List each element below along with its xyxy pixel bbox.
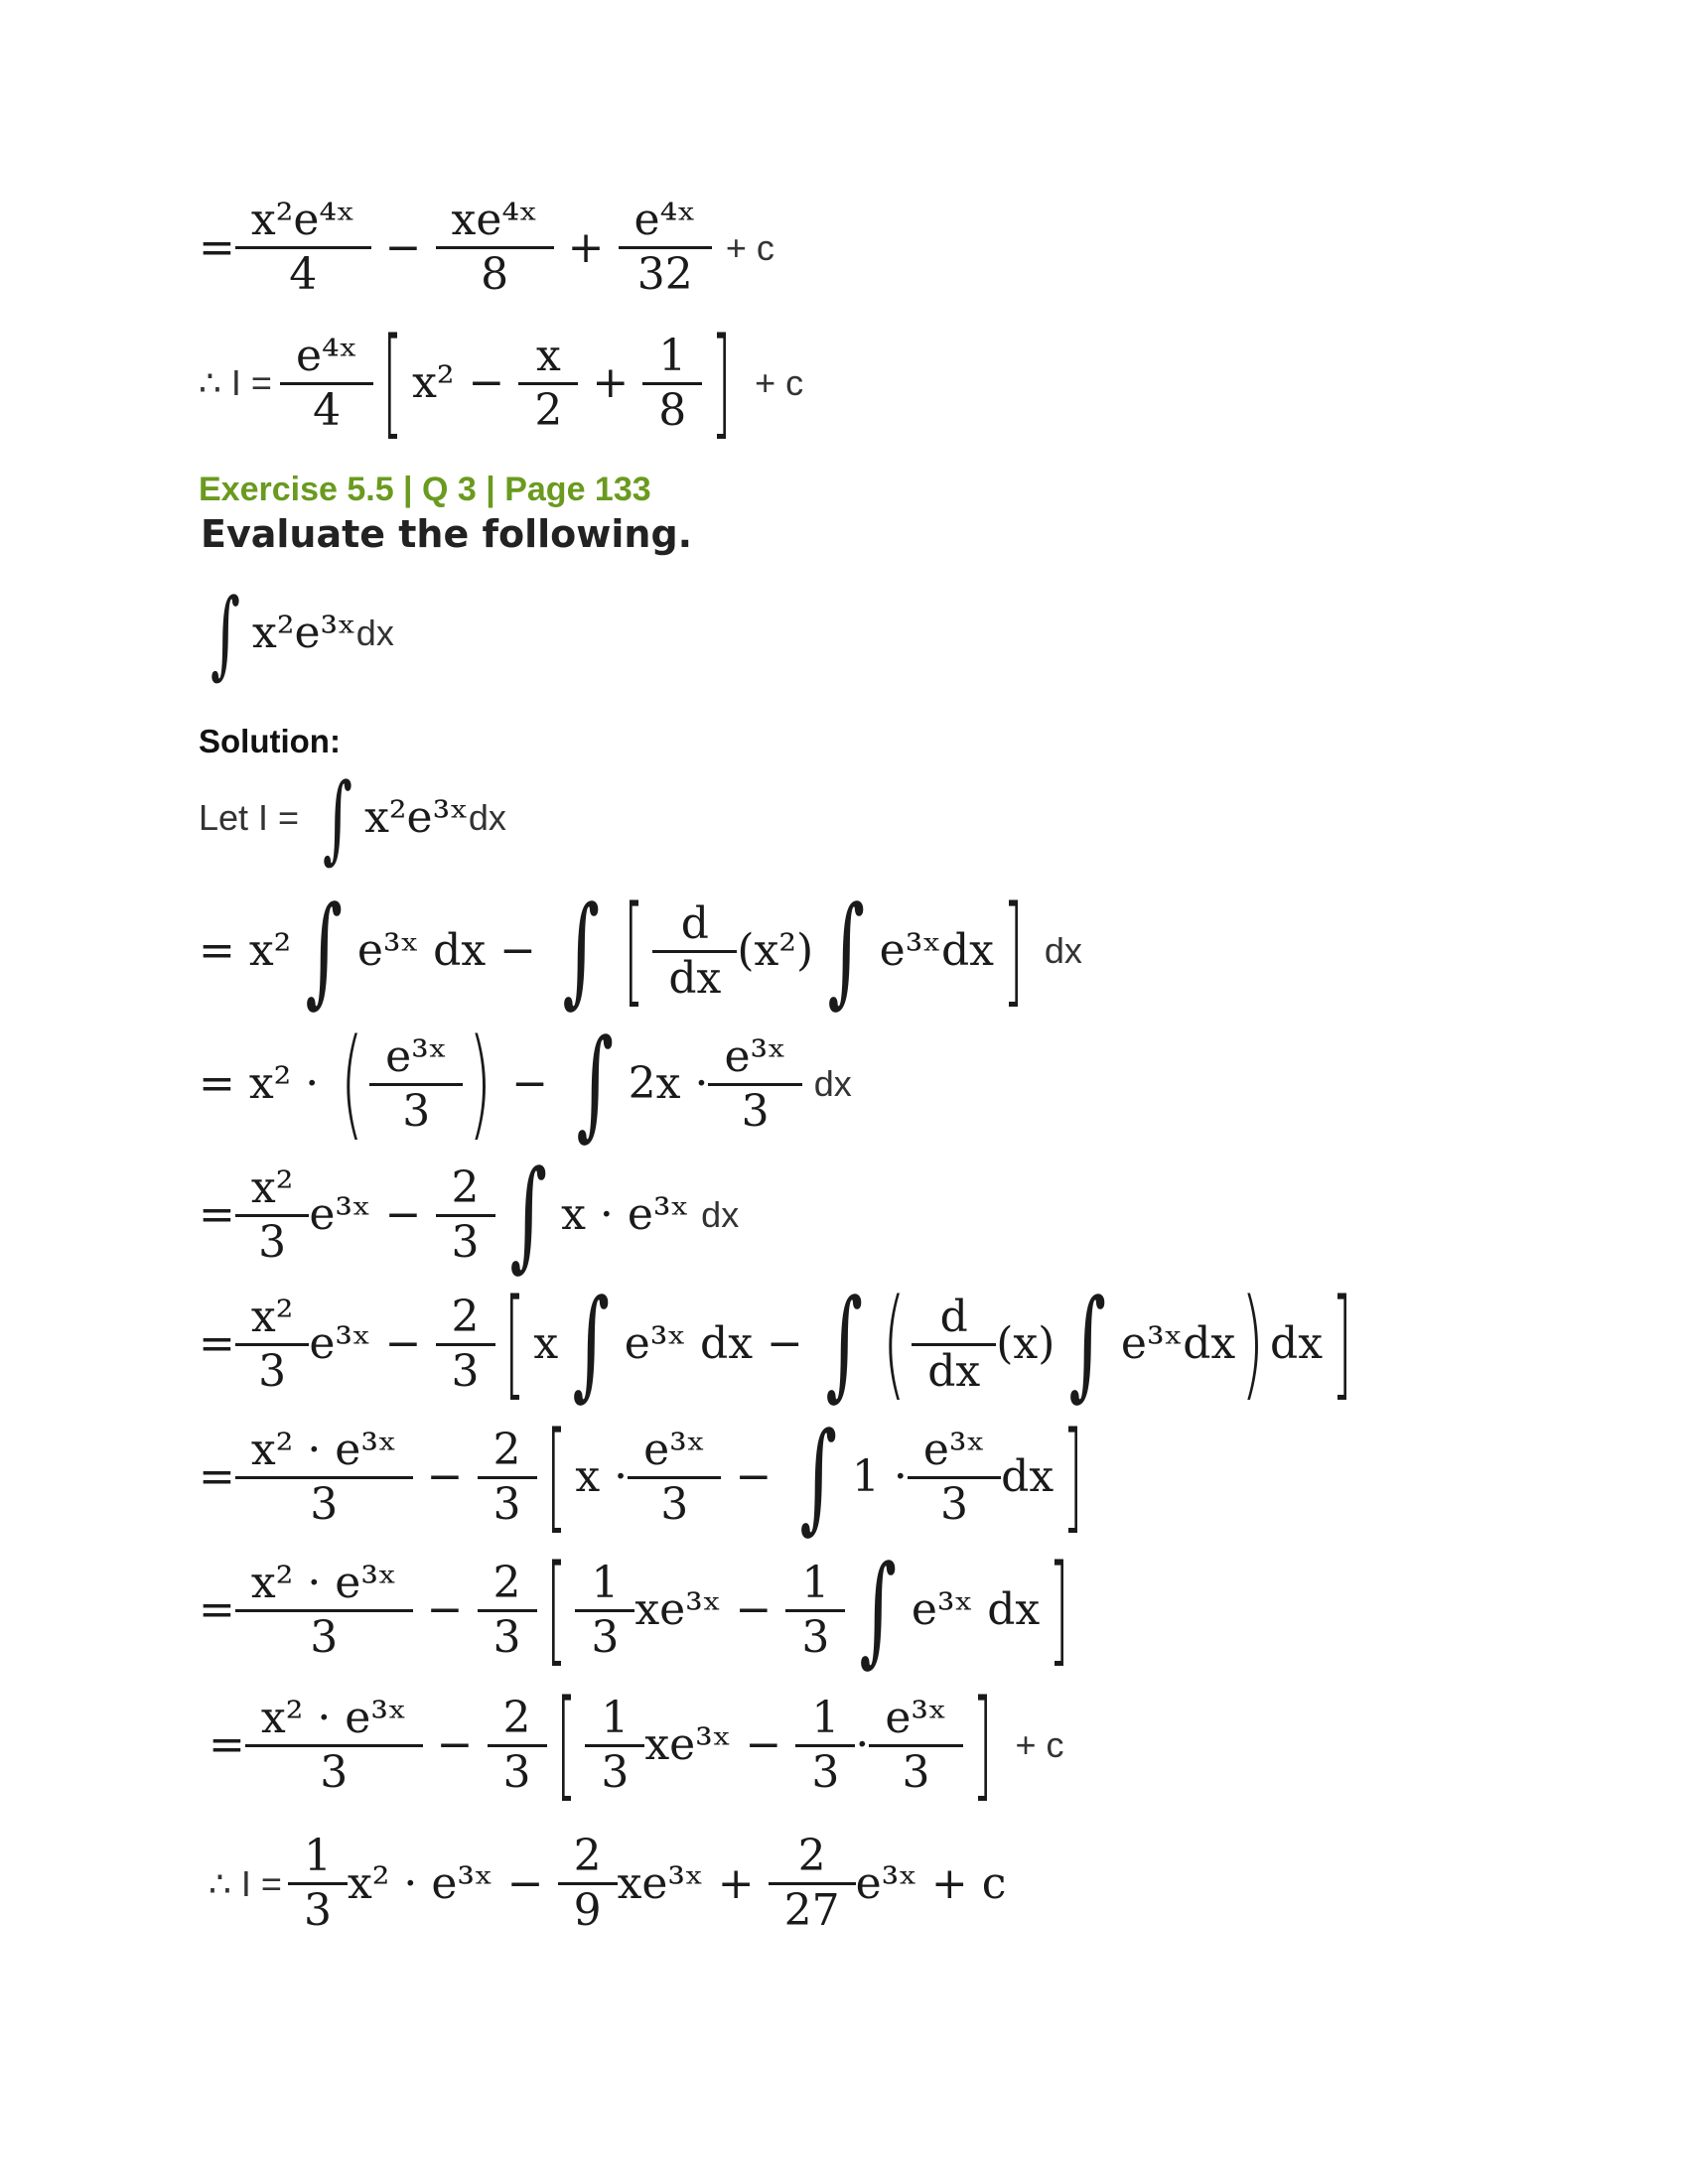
- integral-sign: ∫: [1068, 1275, 1107, 1413]
- fraction: $\frac{\text{x² · e³ˣ}}{3}$: [253, 1697, 415, 1795]
- fraction: $\frac{\text{e³ˣ}}{3}$: [377, 1035, 455, 1134]
- integral-sign: ∫: [509, 1146, 547, 1284]
- solution-step-3: = $\frac{\text{x²}}{3}$ e³ˣ − $\frac{2}{3}$ ∫ x · e³ˣ dx: [199, 1146, 740, 1284]
- fraction: $\frac{\text{x² · e³ˣ}}{3}$: [243, 1429, 405, 1527]
- fraction: $\frac{\text{x²}}{3}$: [243, 1296, 301, 1394]
- integral-sign: ∫: [562, 882, 601, 1020]
- integral-sign: ∫: [825, 1275, 863, 1413]
- fraction: $\frac{x}{2}$: [526, 335, 570, 433]
- integral-sign: ∫: [305, 882, 344, 1020]
- question-title: Evaluate the following.: [201, 512, 693, 556]
- integral-sign: ∫: [827, 882, 866, 1020]
- solution-step-0: Let I = ∫ x²e³ˣ dx: [199, 762, 506, 874]
- fraction: $\frac{d}{dx}$: [919, 1296, 988, 1394]
- integral-sign: ∫: [572, 1275, 611, 1413]
- solution-final-answer: ∴ I = $\frac{1}{3}$ x² · e³ˣ − $\frac{2}{9}$ xe³ˣ + $\frac{2}{27}$ e³ˣ + c: [209, 1831, 1007, 1936]
- solution-step-4: = $\frac{\text{x²}}{3}$ e³ˣ − $\frac{2}{3}$ [ x ∫ e³ˣ dx − ∫ ( $\frac{d}{dx}$ (x) ∫ e³ˣdx ) dx ]: [199, 1275, 1352, 1413]
- fraction: $\frac{1}{3}$: [583, 1562, 627, 1660]
- integral-sign: ∫: [576, 1015, 615, 1153]
- fraction: $\frac{2}{9}$: [566, 1835, 610, 1933]
- fraction: $\frac{1}{8}$: [650, 335, 694, 433]
- equals: =: [199, 221, 235, 273]
- fraction: $\frac{\text{e⁴ˣ}}{4}$: [288, 335, 365, 433]
- solution-step-7: = $\frac{\text{x² · e³ˣ}}{3}$ − $\frac{2}{3}$ [ $\frac{1}{3}$ xe³ˣ − $\frac{1}{3}$ · $\frac{\text{e³ˣ}}{3}$ ] + c: [209, 1676, 1064, 1814]
- solution-label: Solution:: [199, 723, 341, 759]
- fraction: $\frac{1}{3}$: [593, 1697, 636, 1795]
- fraction: $\frac{\text{x² · e³ˣ}}{3}$: [243, 1562, 405, 1660]
- fraction: $\frac{2}{3}$: [486, 1429, 529, 1527]
- solution-step-1: = x² ∫ e³ˣ dx − ∫ [ $\frac{d}{dx}$ (x²) ∫ e³ˣdx ] dx: [199, 882, 1082, 1020]
- fraction: $\frac{2}{3}$: [495, 1697, 539, 1795]
- fraction: $\frac{d}{dx}$: [660, 902, 729, 1001]
- prev-equation-line-2: ∴ I = $\frac{\text{e⁴ˣ}}{4}$ [ x² − $\frac{x}{2}$ + $\frac{1}{8}$ ] + c: [199, 314, 804, 452]
- fraction: $\frac{1}{3}$: [803, 1697, 847, 1795]
- fraction: $\frac{\text{xe⁴ˣ}}{8}$: [444, 199, 546, 297]
- fraction: $\frac{2}{3}$: [444, 1166, 488, 1265]
- fraction: $\frac{1}{3}$: [296, 1835, 340, 1933]
- fraction: $\frac{\text{e³ˣ}}{3}$: [635, 1429, 713, 1527]
- fraction: $\frac{\text{x²e⁴ˣ}}{4}$: [243, 199, 363, 297]
- fraction: $\frac{\text{x²}}{3}$: [243, 1166, 301, 1265]
- fraction: $\frac{\text{e³ˣ}}{3}$: [877, 1697, 954, 1795]
- integral-sign: ∫: [859, 1541, 898, 1679]
- integral-sign: ∫: [211, 578, 241, 689]
- question-integral: ∫ x²e³ˣ dx: [211, 578, 394, 689]
- fraction: $\frac{2}{3}$: [486, 1562, 529, 1660]
- solution-step-2: = x² · ( $\frac{\text{e³ˣ}}{3}$ ) − ∫ 2x · $\frac{\text{e³ˣ}}{3}$ dx: [199, 1015, 852, 1153]
- solution-step-5: = $\frac{\text{x² · e³ˣ}}{3}$ − $\frac{2}{3}$ [ x · $\frac{\text{e³ˣ}}{3}$ − ∫ 1 · $\frac{\text{e³ˣ}}{3}$ dx ]: [199, 1408, 1084, 1546]
- fraction: $\frac{\text{e³ˣ}}{3}$: [915, 1429, 993, 1527]
- fraction: $\frac{\text{e⁴ˣ}}{32}$: [627, 199, 704, 297]
- fraction: $\frac{2}{27}$: [776, 1835, 848, 1933]
- fraction: $\frac{2}{3}$: [444, 1296, 488, 1394]
- integral-sign: ∫: [323, 762, 353, 874]
- solution-step-6: = $\frac{\text{x² · e³ˣ}}{3}$ − $\frac{2}{3}$ [ $\frac{1}{3}$ xe³ˣ − $\frac{1}{3}$ ∫ e³ˣ dx ]: [199, 1541, 1070, 1679]
- exercise-header: Exercise 5.5 | Q 3 | Page 133: [199, 471, 651, 508]
- fraction: $\frac{\text{e³ˣ}}{3}$: [716, 1035, 793, 1134]
- fraction: $\frac{1}{3}$: [793, 1562, 837, 1660]
- prev-equation-line-1: = $\frac{\text{x²e⁴ˣ}}{4}$ − $\frac{\text{xe⁴ˣ}}{8}$ + $\frac{\text{e⁴ˣ}}{32}$ + c: [199, 195, 774, 300]
- integral-sign: ∫: [799, 1408, 838, 1546]
